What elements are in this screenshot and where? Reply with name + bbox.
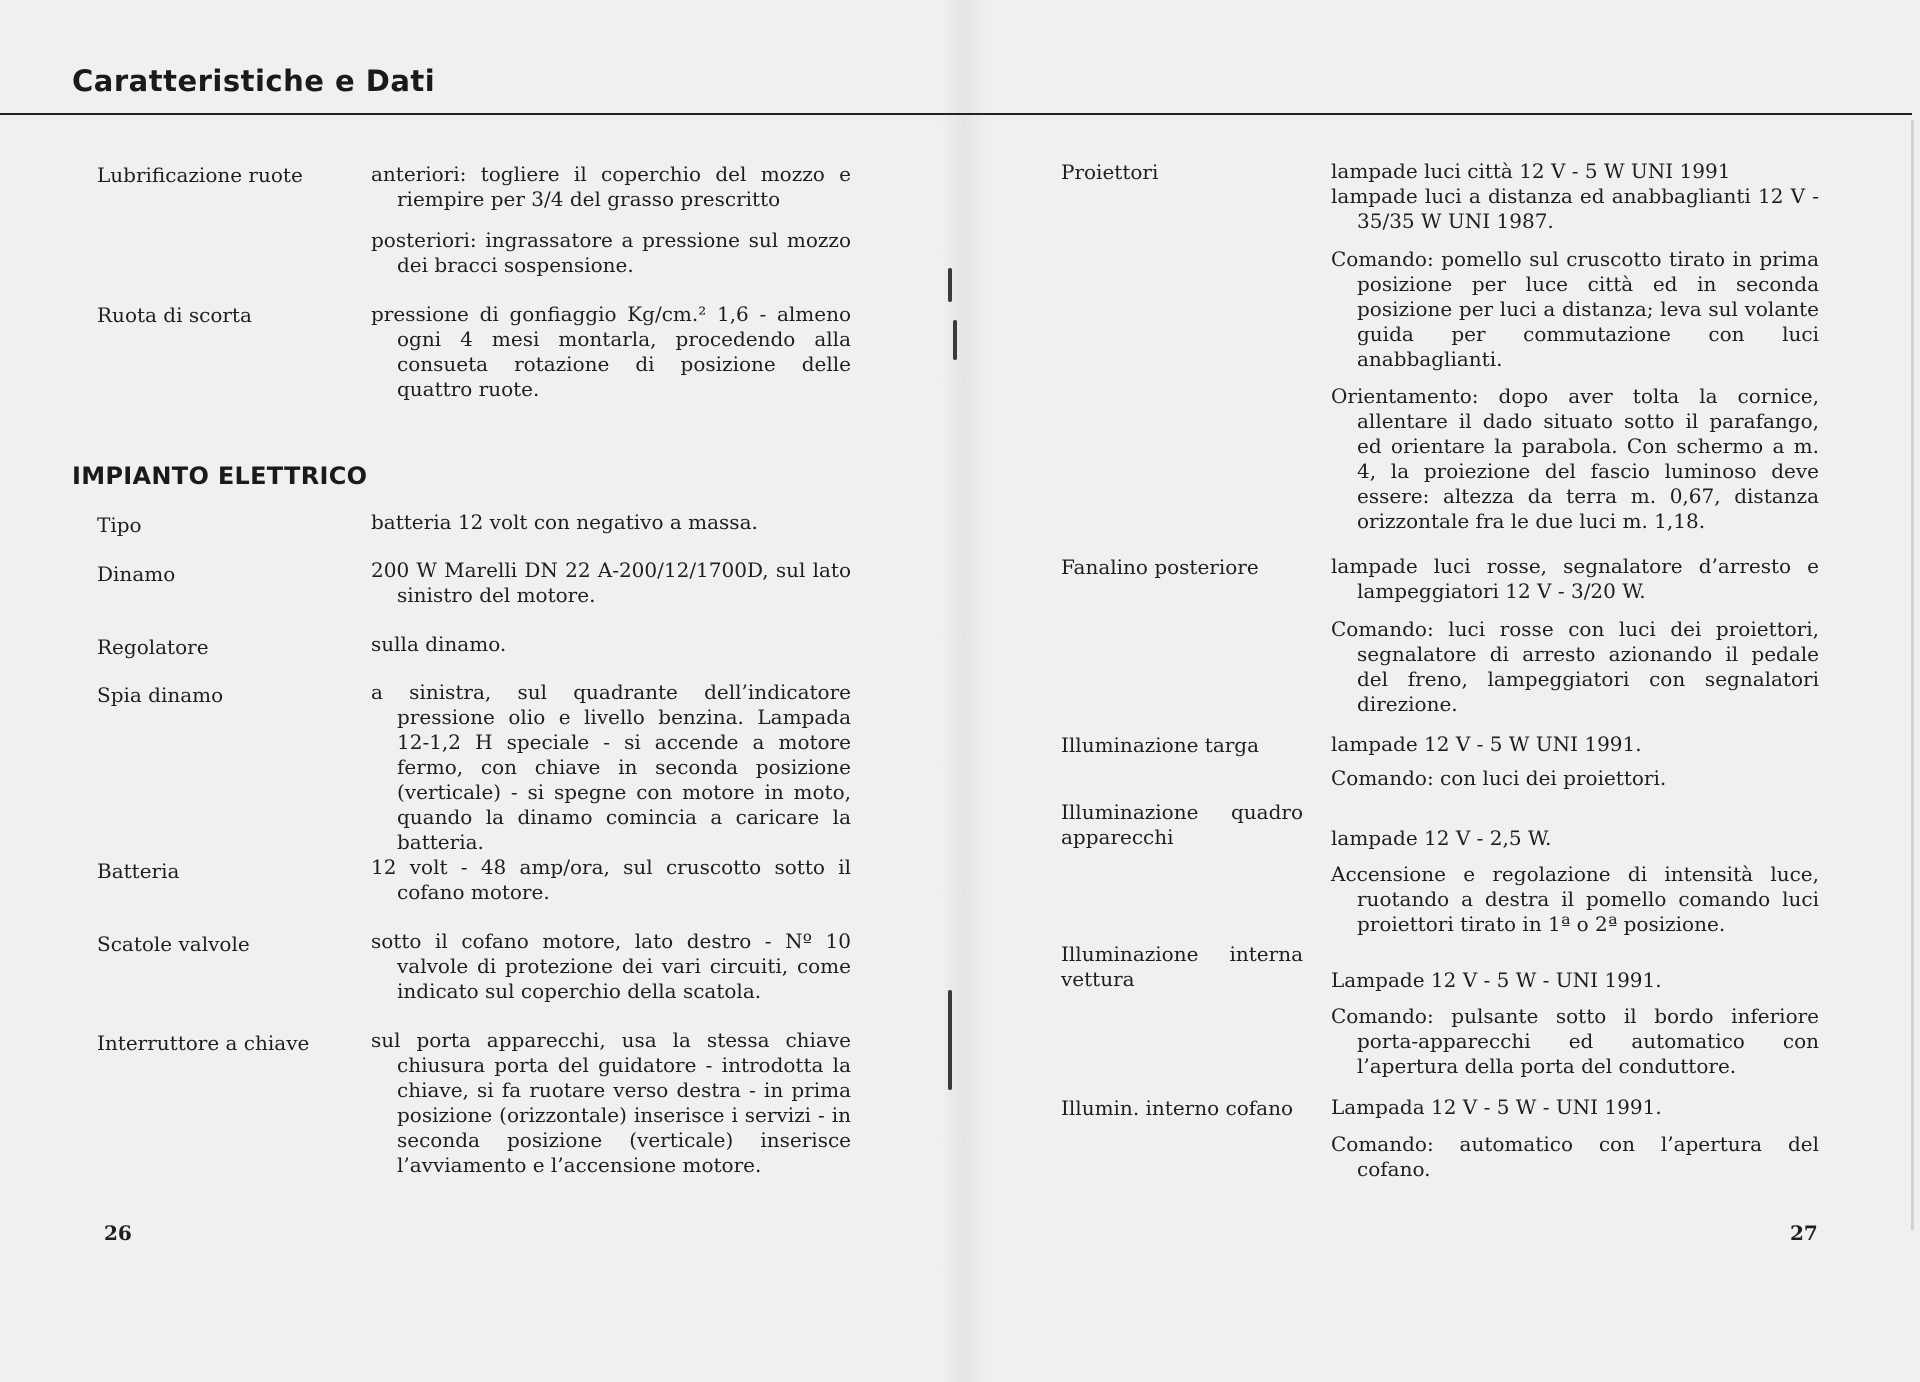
row-label: Illuminazione targa — [1061, 733, 1260, 757]
row-value: a sinistra, sul quadrante dell’indicatore pressione olio e livello benzina. Lampada 12-1,2 H speciale - si accende a motore fermo, con chiave in seconda posizione (verticale) - si spegne con motore in moto, quando la dinamo comincia a caricare la batteria. — [371, 680, 851, 854]
staple-top-lower — [953, 320, 957, 360]
staple-bottom — [948, 990, 952, 1090]
row-label: Spia dinamo — [97, 683, 224, 707]
row-label: Dinamo — [97, 562, 176, 586]
row-value: lampade 12 V - 5 W UNI 1991. — [1331, 732, 1642, 756]
staple-top — [948, 268, 952, 302]
row-label: Scatole valvole — [97, 932, 250, 956]
row-value: posteriori: ingrassatore a pressione sul mozzo dei bracci sospensione. — [371, 228, 851, 277]
row-value: Lampade 12 V - 5 W - UNI 1991. — [1331, 968, 1662, 992]
page-number: 27 — [1790, 1221, 1818, 1245]
header-rule — [0, 113, 1912, 115]
row-label: Batteria — [97, 859, 180, 883]
row-value: lampade luci città 12 V - 5 W UNI 1991 — [1331, 159, 1731, 183]
row-label: Ruota di scorta — [97, 303, 252, 327]
row-value: Comando: con luci dei proiettori. — [1331, 766, 1667, 790]
row-value: 12 volt - 48 amp/ora, sul cruscotto sotto il cofano motore. — [371, 855, 851, 904]
row-label: Fanalino posteriore — [1061, 555, 1259, 579]
row-label: Regolatore — [97, 635, 209, 659]
row-value: batteria 12 volt con negativo a massa. — [371, 510, 758, 534]
page-edge — [1911, 120, 1914, 1230]
row-value: Comando: automatico con l’apertura del cofano. — [1331, 1132, 1819, 1181]
page-header: Caratteristiche e Dati — [72, 64, 436, 98]
row-label: Interruttore a chiave — [97, 1031, 310, 1055]
row-label: Lubrificazione ruote — [97, 163, 303, 187]
row-value: Accensione e regolazione di intensità luce, ruotando a destra il pomello comando luci proiettori tirato in 1ª o 2ª posizione. — [1331, 862, 1819, 936]
row-value: anteriori: togliere il coperchio del mozzo e riempire per 3/4 del grasso prescritto — [371, 162, 851, 211]
section-title: IMPIANTO ELETTRICO — [72, 462, 368, 490]
row-value: lampade 12 V - 2,5 W. — [1331, 826, 1552, 850]
row-value: sotto il cofano motore, lato destro - Nº 10 valvole di protezione dei vari circuiti, come indicato sul coperchio della scatola. — [371, 929, 851, 1003]
row-value: Lampada 12 V - 5 W - UNI 1991. — [1331, 1095, 1662, 1119]
row-value: lampade luci a distanza ed anabbaglianti 12 V - 35/35 W UNI 1987. — [1331, 184, 1819, 233]
row-label: Illumin. interno cofano — [1061, 1096, 1294, 1120]
row-value: Comando: luci rosse con luci dei proiettori, segnalatore di arresto azionando il pedale del freno, lampeggiatori con segnalatori direzione. — [1331, 617, 1819, 716]
row-value: pressione di gonfiaggio Kg/cm.² 1,6 - almeno ogni 4 mesi montarla, procedendo alla consueta rotazione di posizione delle quattro ruote. — [371, 302, 851, 401]
row-value: 200 W Marelli DN 22 A-200/12/1700D, sul lato sinistro del motore. — [371, 558, 851, 607]
row-label: Illuminazione interna vettura — [1061, 942, 1303, 991]
row-value: Orientamento: dopo aver tolta la cornice, allentare il dado situato sotto il parafango, ed orientare la parabola. Con schermo a m. 4, la proiezione del fascio luminoso deve essere: altezza da terra m. 0,67, distanza orizzontale fra le due luci m. 1,18. — [1331, 384, 1819, 533]
row-label: Illuminazione quadro apparecchi — [1061, 800, 1303, 849]
row-value: lampade luci rosse, segnalatore d’arresto e lampeggiatori 12 V - 3/20 W. — [1331, 554, 1819, 603]
book-gutter — [940, 0, 988, 1382]
row-value: Comando: pulsante sotto il bordo inferiore porta-apparecchi ed automatico con l’apertura della porta del conduttore. — [1331, 1004, 1819, 1078]
row-label: Tipo — [97, 513, 142, 537]
row-label: Proiettori — [1061, 160, 1159, 184]
row-value: sulla dinamo. — [371, 632, 507, 656]
row-value: Comando: pomello sul cruscotto tirato in prima posizione per luce città ed in seconda posizione per luci a distanza; leva sul volante guida per commutazione con luci anabbaglianti. — [1331, 247, 1819, 371]
page-number: 26 — [104, 1221, 132, 1245]
row-value: sul porta apparecchi, usa la stessa chiave chiusura porta del guidatore - introdotta la chiave, si fa ruotare verso destra - in prima posizione (orizzontale) inserisce i servizi - in seconda posizione (verticale) inserisce l’avviamento e l’accensione motore. — [371, 1028, 851, 1177]
